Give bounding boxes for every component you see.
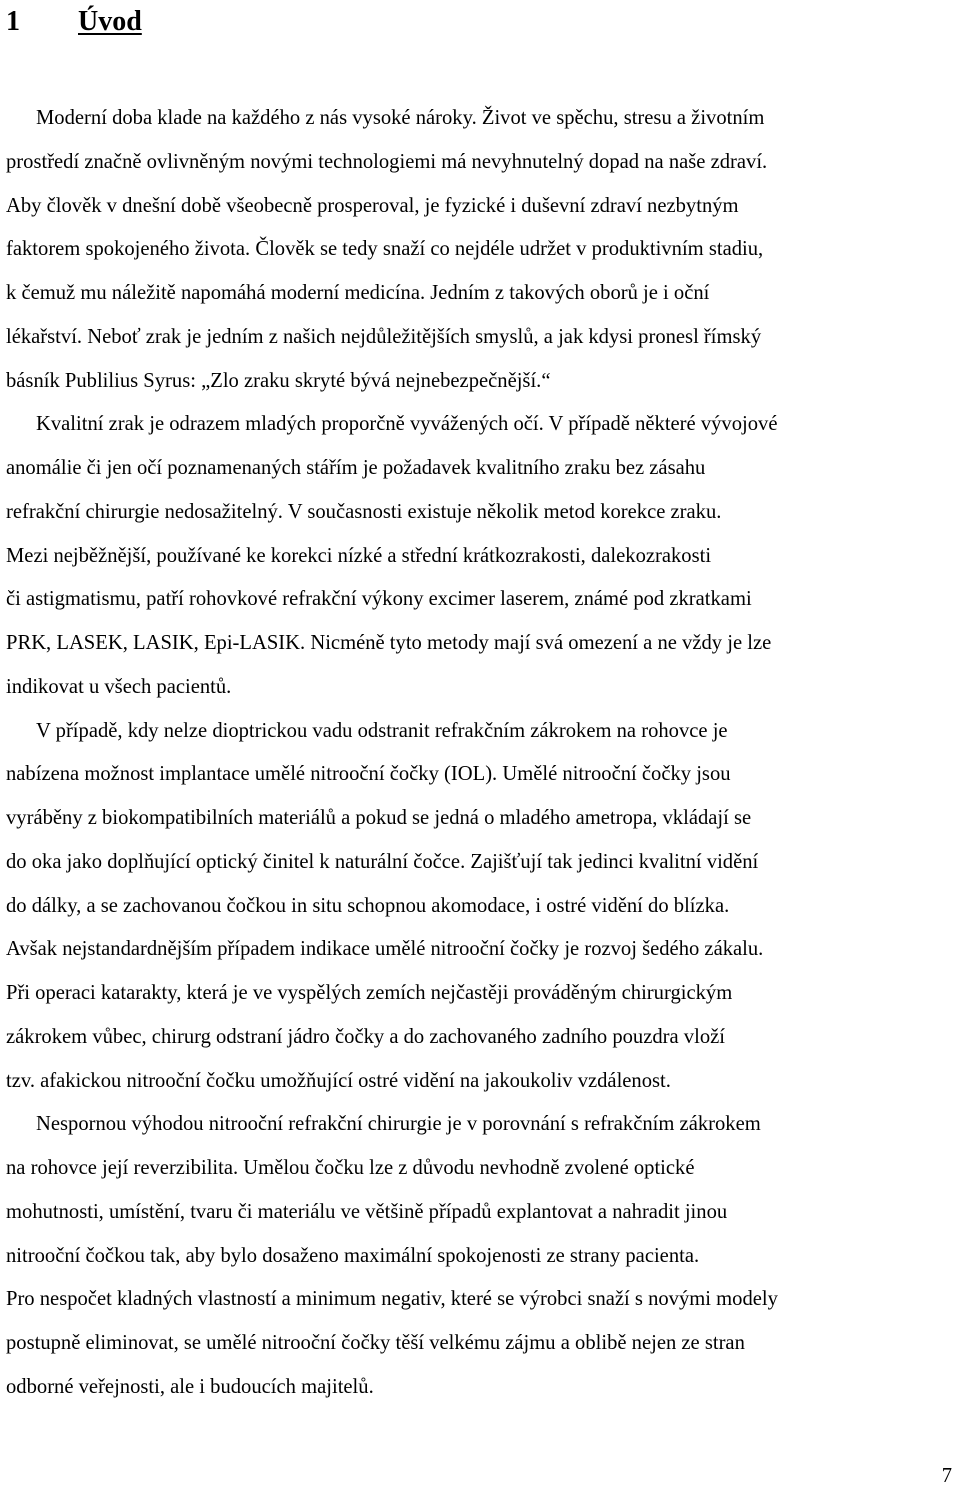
- text-line: Pro nespočet kladných vlastností a minimum negativ, které se výrobci snaží s novými modely: [6, 1288, 778, 1311]
- body-text: [6, 97, 956, 1410]
- text-line: Kvalitní zrak je odrazem mladých proporčně vyvážených očí. V případě některé vývojové: [36, 413, 778, 436]
- text-line: lékařství. Neboť zrak je jedním z našich nejdůležitějších smyslů, a jak kdysi pronesl římský: [6, 325, 762, 348]
- text-line: tzv. afakickou nitrooční čočku umožňující ostré vidění na jakoukoliv vzdálenost.: [6, 1069, 671, 1092]
- text-line: Mezi nejběžnější, používané ke korekci nízké a střední krátkozrakosti, dalekozrakosti: [6, 544, 712, 567]
- text-line: či astigmatismu, patří rohovkové refrakční výkony excimer laserem, známé pod zkratkami: [6, 588, 752, 611]
- text-line: postupně eliminovat, se umělé nitrooční čočky těší velkému zájmu a oblibě nejen ze stran: [6, 1332, 745, 1354]
- text-line: vyráběny z biokompatibilních materiálů a pokud se jedná o mladého ametropa, vkládají se: [6, 807, 752, 829]
- text-line: nabízena možnost implantace umělé nitrooční čočky (IOL). Umělé nitrooční čočky jsou: [6, 763, 731, 786]
- text-line: refrakční chirurgie nedosažitelný. V současnosti existuje několik metod korekce zraku.: [6, 500, 722, 523]
- text-line: prostředí značně ovlivněným novými technologiemi má nevyhnutelný dopad na naše zdraví.: [6, 150, 768, 173]
- text-line: PRK, LASEK, LASIK, Epi-LASIK. Nicméně tyto metody mají svá omezení a ne vždy je lze: [6, 632, 772, 654]
- chapter-heading: [6, 2, 142, 42]
- text-line: k čemuž mu náležitě napomáhá moderní medicína. Jedním z takových oborů je i oční: [6, 282, 710, 304]
- text-line: na rohovce její reverzibilita. Umělou čočku lze z důvodu nevhodně zvolené optické: [6, 1157, 695, 1179]
- text-line: V případě, kdy nelze dioptrickou vadu odstranit refrakčním zákrokem na rohovce je: [36, 719, 728, 742]
- text-line: anomálie či jen očí poznamenaných stářím je požadavek kvalitního zraku bez zásahu: [6, 457, 706, 479]
- text-line: faktorem spokojeného života. Člověk se tedy snaží co nejdéle udržet v produktivním stadiu,: [6, 238, 764, 261]
- text-line: básník Publilius Syrus: „Zlo zraku skryté bývá nejnebezpečnější.“: [6, 369, 551, 392]
- chapter-number: 1: [6, 6, 20, 37]
- text-line: indikovat u všech pacientů.: [6, 675, 232, 698]
- text-line: Avšak nejstandardnějším případem indikace umělé nitrooční čočky je rozvoj šedého zákalu.: [6, 938, 764, 961]
- text-line: Moderní doba klade na každého z nás vysoké nároky. Život ve spěchu, stresu a životním: [36, 107, 765, 129]
- text-line: Při operaci katarakty, která je ve vyspělých zemích nejčastěji prováděným chirurgickým: [6, 982, 733, 1004]
- text-line: Aby člověk v dnešní době všeobecně prosperoval, je fyzické i duševní zdraví nezbytným: [6, 194, 739, 217]
- chapter-title: Úvod: [78, 6, 142, 37]
- text-line: nitrooční čočkou tak, aby bylo dosaženo maximální spokojenosti ze strany pacienta.: [6, 1244, 700, 1267]
- text-line: Nespornou výhodou nitrooční refrakční chirurgie je v porovnání s refrakčním zákrokem: [36, 1113, 761, 1136]
- text-line: odborné veřejnosti, ale i budoucích majitelů.: [6, 1375, 374, 1398]
- text-line: mohutnosti, umístění, tvaru či materiálu ve většině případů explantovat a nahradit jinou: [6, 1200, 728, 1223]
- text-line: zákrokem vůbec, chirurg odstraní jádro čočky a do zachovaného zadního pouzdra vloží: [6, 1025, 725, 1048]
- text-line: do oka jako doplňující optický činitel k naturální čočce. Zajišťují tak jedinci kvalitní vidění: [6, 850, 759, 873]
- page-number: 7: [941, 1465, 952, 1487]
- text-line: do dálky, a se zachovanou čočkou in situ schopnou akomodace, i ostré vidění do blízka.: [6, 894, 730, 917]
